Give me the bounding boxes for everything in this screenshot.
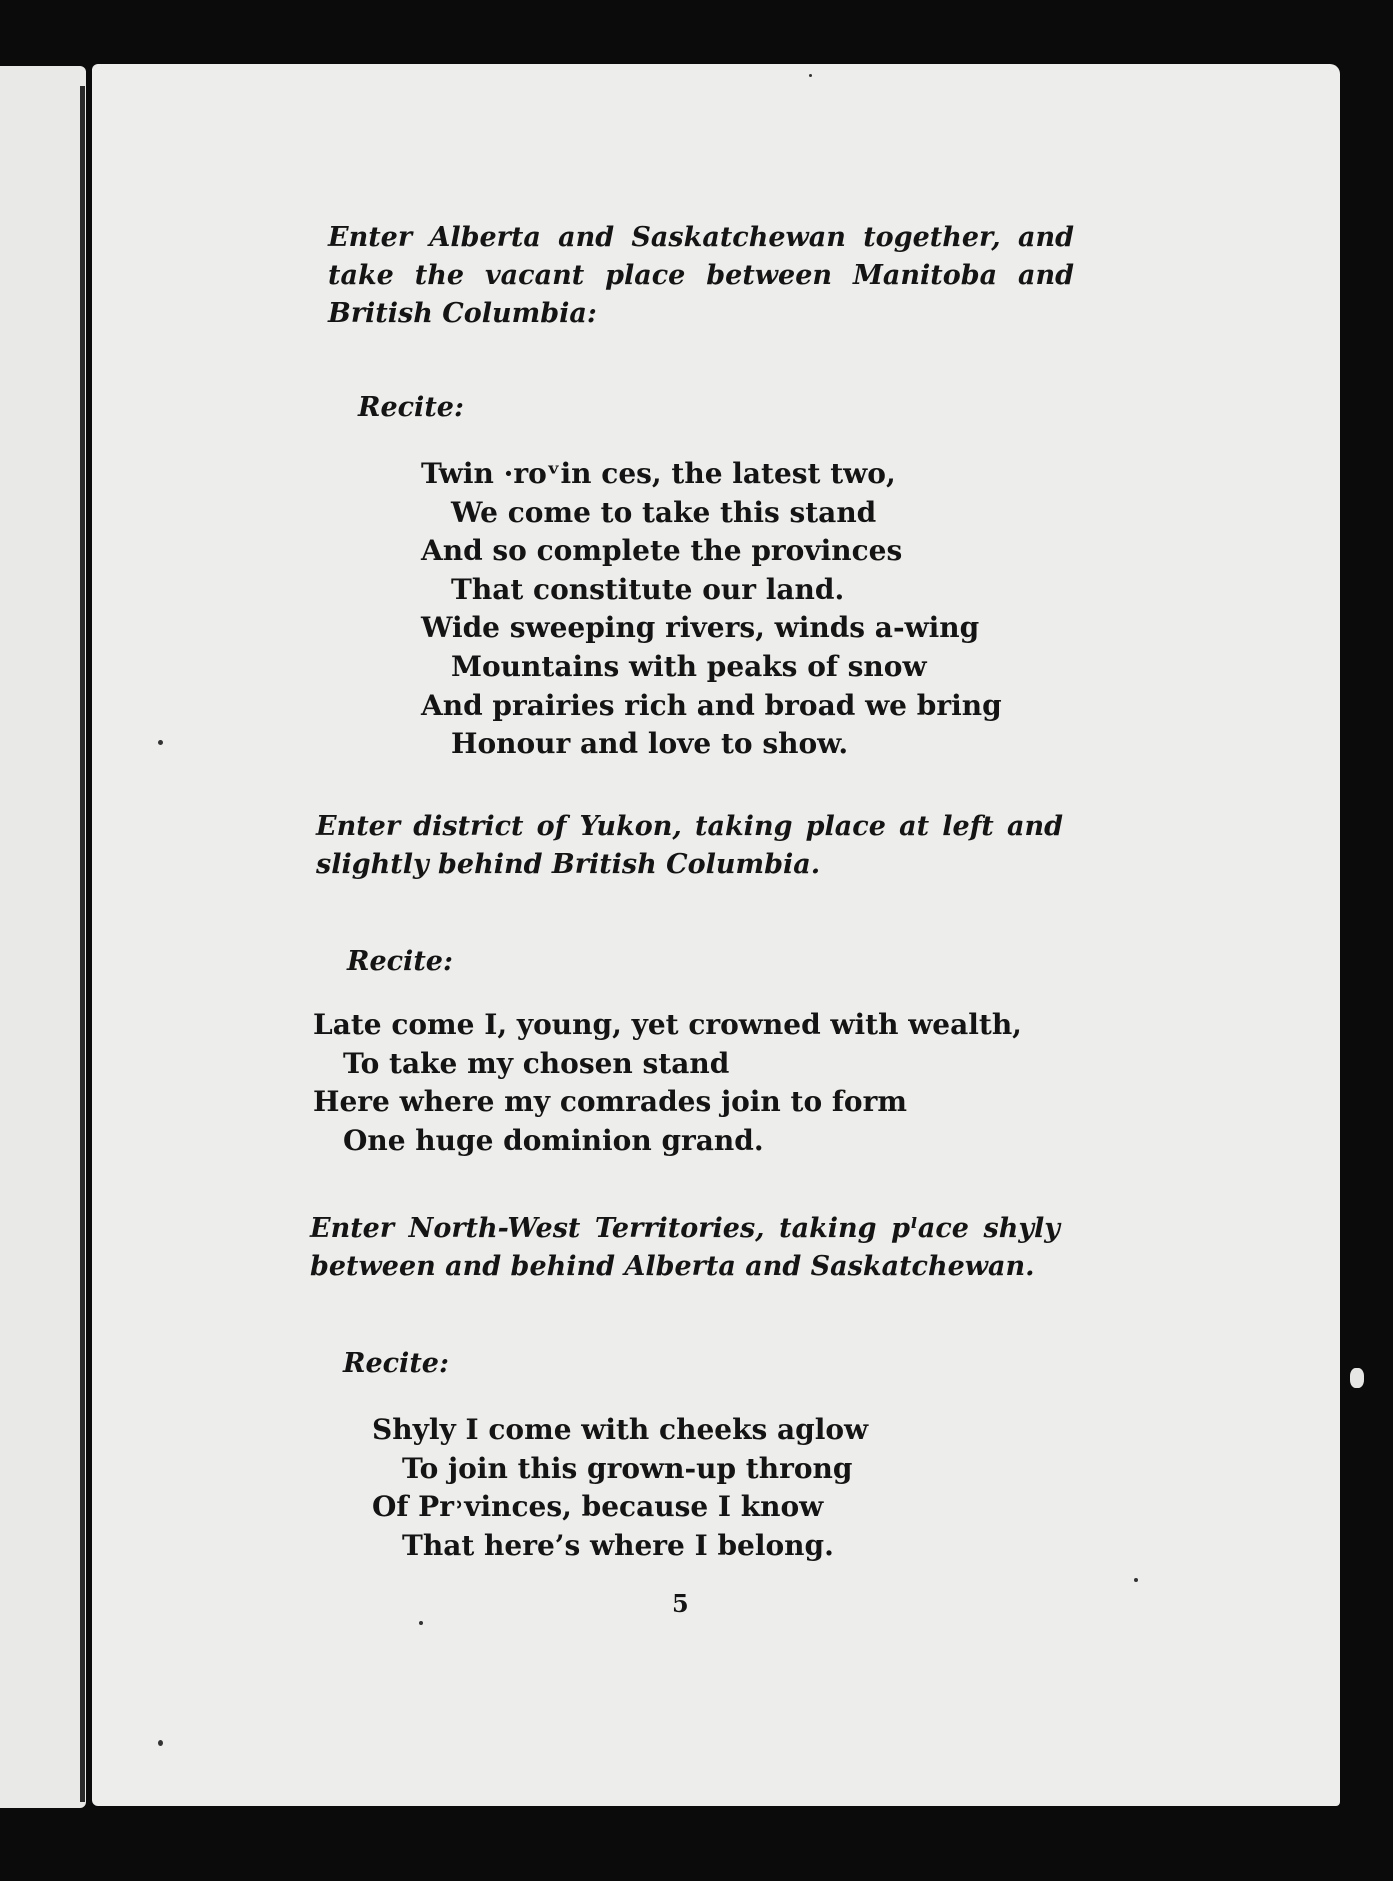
- ink-speck: [158, 1740, 163, 1746]
- ink-speck: [419, 1621, 423, 1625]
- recite-heading-3: Recite:: [343, 1348, 449, 1379]
- verse-line: Wide sweeping rivers, winds a-wing: [421, 611, 980, 645]
- verse-line: That constitute our land.: [451, 572, 845, 606]
- verse-line: Here where my comrades join to form: [313, 1085, 907, 1119]
- verse-2: [313, 1006, 1022, 1160]
- verse-line: Of Pr˒vinces, because I know: [372, 1490, 824, 1524]
- ink-speck: [809, 74, 812, 77]
- page-number: 5: [672, 1589, 689, 1618]
- ink-speck: [158, 740, 163, 745]
- verse-line: To join this grown-up throng: [402, 1451, 853, 1485]
- recite-heading-1: Recite:: [358, 392, 464, 423]
- verse-line: And prairies rich and broad we bring: [421, 688, 1002, 722]
- margin-mark: [1350, 1368, 1364, 1388]
- verse-line: Honour and love to show.: [451, 727, 849, 761]
- verse-line: We come to take this stand: [451, 495, 877, 529]
- verse-1: [421, 455, 1002, 764]
- stage-direction-1: Enter Alberta and Saskatchewan together, and take the vacant place between Manitoba and British Columbia:: [328, 222, 1074, 329]
- verse-line: To take my chosen stand: [343, 1046, 730, 1080]
- verse-line: Twin ·roᵛin ces, the latest two,: [421, 457, 896, 490]
- ink-speck: [1134, 1578, 1138, 1582]
- verse-3: [372, 1411, 868, 1565]
- verse-line: Late come I, young, yet crowned with wealth,: [313, 1008, 1022, 1041]
- stage-direction-2: Enter district of Yukon, taking place at left and slightly behind British Columbia.: [316, 811, 1063, 880]
- recite-heading-2: Recite:: [347, 946, 453, 977]
- binding-shadow: [80, 86, 85, 1802]
- verse-line: Mountains with peaks of snow: [451, 649, 927, 683]
- stage-direction-3: Enter North-West Territories, taking pˡace shyly between and behind Alberta and Saskatchewan.: [310, 1213, 1060, 1282]
- verse-line: One huge dominion grand.: [343, 1123, 764, 1157]
- verse-line: Shyly I come with cheeks aglow: [372, 1413, 869, 1446]
- verse-line: And so complete the provinces: [421, 534, 903, 568]
- verse-line: That here’s where I belong.: [402, 1528, 834, 1562]
- previous-page-edge: [0, 66, 86, 1808]
